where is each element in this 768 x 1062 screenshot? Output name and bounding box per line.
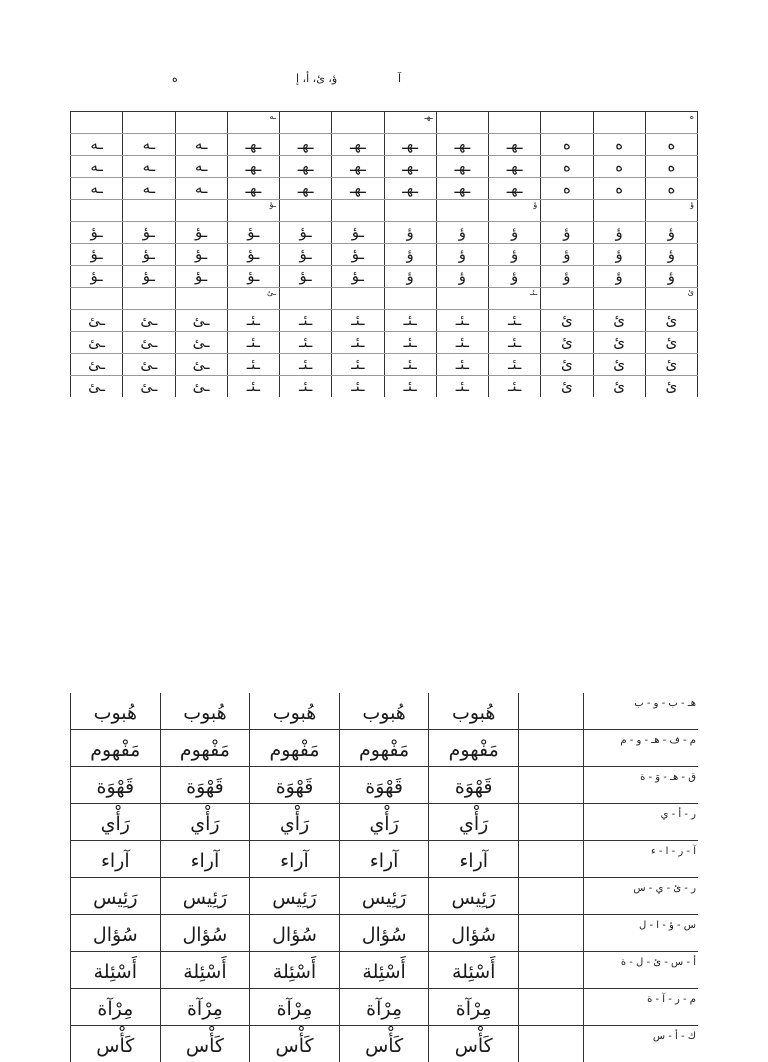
tracing-word: مِرْآة	[71, 989, 161, 1026]
practice-cell	[436, 112, 488, 134]
practice-cell: ـئـ	[489, 332, 541, 354]
blank-cell	[519, 767, 584, 804]
practice-row	[71, 288, 698, 310]
practice-cell: ه	[645, 156, 697, 178]
practice-cell	[541, 200, 593, 222]
word-row	[71, 952, 699, 989]
practice-cell: ئ	[593, 376, 645, 398]
tracing-word: رَئِيس	[339, 878, 429, 915]
blank-cell	[519, 693, 584, 730]
tracing-word: هُبوب	[339, 693, 429, 730]
practice-cell: ئ	[645, 354, 697, 376]
practice-cell: ـهـ	[332, 178, 384, 200]
tracing-word: مَفْهوم	[71, 730, 161, 767]
practice-cell: ه	[541, 156, 593, 178]
tracing-word: قَهْوَة	[250, 767, 340, 804]
practice-cell: ؤ	[436, 222, 488, 244]
practice-row	[71, 354, 698, 376]
tracing-word: أَسْئِلة	[160, 952, 250, 989]
letter-breakdown: آ - ر - ا - ء	[584, 841, 699, 878]
tracing-word: رَئِيس	[429, 878, 519, 915]
practice-cell	[384, 288, 436, 310]
practice-cell: ـه	[123, 156, 175, 178]
practice-cell: ـئـ	[332, 376, 384, 398]
tracing-word: هُبوب	[429, 693, 519, 730]
practice-cell: ـؤ	[280, 266, 332, 288]
practice-cell	[123, 112, 175, 134]
blank-cell	[519, 952, 584, 989]
practice-cell	[71, 112, 123, 134]
practice-cell: ـئـ	[436, 354, 488, 376]
tracing-word: أَسْئِلة	[71, 952, 161, 989]
practice-cell: ئ	[593, 354, 645, 376]
word-row	[71, 989, 699, 1026]
practice-row	[71, 244, 698, 266]
practice-cell: ـئ	[227, 288, 279, 310]
practice-cell: ه	[593, 134, 645, 156]
letter-breakdown: م - ر - آ - ة	[584, 989, 699, 1026]
practice-cell: ؤ	[489, 200, 541, 222]
practice-cell: ؤ	[384, 244, 436, 266]
practice-cell	[436, 200, 488, 222]
tracing-word: مَفْهوم	[339, 730, 429, 767]
practice-cell: ئ	[593, 332, 645, 354]
practice-cell: ؤ	[593, 244, 645, 266]
blank-cell	[519, 730, 584, 767]
practice-cell: ـؤ	[123, 244, 175, 266]
practice-cell: ـئـ	[489, 288, 541, 310]
tracing-word: مِرْآة	[250, 989, 340, 1026]
practice-cell: ؤ	[436, 266, 488, 288]
practice-cell: ـؤ	[227, 244, 279, 266]
practice-cell: ـهـ	[489, 156, 541, 178]
practice-cell: ـؤ	[123, 266, 175, 288]
blank-cell	[519, 878, 584, 915]
practice-cell	[123, 200, 175, 222]
letter-breakdown: ق - هـ - وَ - ة	[584, 767, 699, 804]
tracing-word: قَهْوَة	[339, 767, 429, 804]
tracing-word: آراء	[160, 841, 250, 878]
letter-breakdown: أ - س - ئ - ل - ة	[584, 952, 699, 989]
header-hamza-forms: ؤ، ئ، أ، إ	[296, 72, 337, 85]
practice-cell: ـؤ	[227, 222, 279, 244]
practice-cell: ـؤ	[71, 222, 123, 244]
practice-row	[71, 178, 698, 200]
word-row	[71, 915, 699, 952]
practice-cell: ـهـ	[332, 156, 384, 178]
practice-cell: ه	[593, 156, 645, 178]
practice-cell: ـئـ	[227, 376, 279, 398]
practice-cell: ـؤ	[332, 244, 384, 266]
practice-cell: ـهـ	[384, 178, 436, 200]
tracing-word: هُبوب	[160, 693, 250, 730]
practice-cell: ـئـ	[280, 376, 332, 398]
practice-cell: ئ	[645, 376, 697, 398]
practice-cell	[436, 288, 488, 310]
tracing-word: رَأْي	[160, 804, 250, 841]
practice-cell: ـئـ	[332, 354, 384, 376]
practice-cell: ـهـ	[436, 156, 488, 178]
practice-cell: ـهـ	[436, 178, 488, 200]
tracing-word: كَأْس	[250, 1026, 340, 1062]
practice-cell: ـئ	[123, 354, 175, 376]
tracing-word: سُؤال	[160, 915, 250, 952]
practice-cell: ـؤ	[280, 244, 332, 266]
practice-cell: ـهـ	[384, 134, 436, 156]
practice-row	[71, 200, 698, 222]
letter-practice-grid	[70, 111, 698, 397]
practice-cell: ؤ	[384, 222, 436, 244]
tracing-word: مِرْآة	[339, 989, 429, 1026]
practice-cell: ـئـ	[436, 310, 488, 332]
tracing-word: هُبوب	[71, 693, 161, 730]
practice-row	[71, 156, 698, 178]
practice-cell: ـئـ	[384, 354, 436, 376]
practice-cell	[593, 288, 645, 310]
practice-cell	[332, 112, 384, 134]
practice-cell: ه	[645, 112, 697, 134]
practice-cell: ه	[593, 178, 645, 200]
practice-cell: ـئ	[175, 332, 227, 354]
practice-cell	[593, 112, 645, 134]
practice-cell: ـئـ	[280, 310, 332, 332]
practice-cell: ـئـ	[489, 310, 541, 332]
tracing-word: كَأْس	[71, 1026, 161, 1062]
tracing-word: مِرْآة	[429, 989, 519, 1026]
word-row	[71, 878, 699, 915]
practice-cell	[332, 200, 384, 222]
practice-row	[71, 266, 698, 288]
header-letter-alef: آ	[398, 72, 401, 85]
practice-cell: ـئ	[71, 354, 123, 376]
tracing-word: أَسْئِلة	[339, 952, 429, 989]
practice-cell: ـئـ	[227, 310, 279, 332]
practice-cell	[71, 200, 123, 222]
word-row	[71, 804, 699, 841]
practice-cell: ـئ	[71, 376, 123, 398]
practice-cell: ـهـ	[332, 134, 384, 156]
practice-cell: ه	[541, 178, 593, 200]
practice-cell	[175, 200, 227, 222]
practice-cell: ـئـ	[227, 354, 279, 376]
practice-cell	[593, 200, 645, 222]
word-row	[71, 767, 699, 804]
practice-cell: ـهـ	[227, 156, 279, 178]
practice-cell	[541, 288, 593, 310]
tracing-word: آراء	[429, 841, 519, 878]
word-row	[71, 693, 699, 730]
practice-cell: ه	[645, 178, 697, 200]
letter-breakdown: ك - أ - س	[584, 1026, 699, 1062]
tracing-word: رَأْي	[339, 804, 429, 841]
practice-cell: ـؤ	[71, 266, 123, 288]
tracing-word: رَئِيس	[160, 878, 250, 915]
tracing-word: مَفْهوم	[250, 730, 340, 767]
practice-cell: ـئـ	[332, 310, 384, 332]
practice-cell: ـئ	[71, 310, 123, 332]
tracing-word: سُؤال	[71, 915, 161, 952]
practice-cell	[123, 288, 175, 310]
practice-cell	[280, 112, 332, 134]
practice-cell: ؤ	[541, 222, 593, 244]
practice-cell: ه	[645, 134, 697, 156]
word-tracing-table	[70, 693, 698, 1062]
practice-cell: ؤ	[489, 266, 541, 288]
practice-row	[71, 134, 698, 156]
practice-cell: ؤ	[645, 266, 697, 288]
tracing-word: رَأْي	[71, 804, 161, 841]
practice-cell: ـه	[175, 156, 227, 178]
practice-cell: ـئ	[175, 354, 227, 376]
practice-cell: ـؤ	[123, 222, 175, 244]
practice-cell: ؤ	[384, 266, 436, 288]
practice-cell: ـؤ	[332, 222, 384, 244]
practice-cell: ـهـ	[227, 134, 279, 156]
tracing-word: قَهْوَة	[160, 767, 250, 804]
practice-cell: ـئ	[71, 332, 123, 354]
practice-cell: ـؤ	[332, 266, 384, 288]
practice-cell: ـئـ	[489, 354, 541, 376]
practice-cell: ؤ	[645, 244, 697, 266]
practice-cell: ئ	[541, 354, 593, 376]
practice-cell: ئ	[541, 332, 593, 354]
practice-cell	[71, 288, 123, 310]
practice-cell: ئ	[541, 310, 593, 332]
tracing-word: كَأْس	[160, 1026, 250, 1062]
practice-cell: ـهـ	[489, 178, 541, 200]
practice-cell: ؤ	[593, 266, 645, 288]
tracing-word: سُؤال	[339, 915, 429, 952]
practice-cell: ـؤ	[175, 222, 227, 244]
blank-cell	[519, 989, 584, 1026]
practice-cell: ـه	[175, 178, 227, 200]
practice-row	[71, 332, 698, 354]
practice-cell: ـؤ	[175, 266, 227, 288]
practice-cell: ـؤ	[227, 200, 279, 222]
tracing-word: سُؤال	[429, 915, 519, 952]
practice-row	[71, 376, 698, 398]
practice-cell: ـئ	[175, 310, 227, 332]
practice-cell: ـئـ	[489, 376, 541, 398]
practice-cell: ـئـ	[384, 376, 436, 398]
word-row	[71, 1026, 699, 1062]
practice-cell: ـهـ	[489, 134, 541, 156]
tracing-word: رَئِيس	[71, 878, 161, 915]
practice-cell: ؤ	[541, 266, 593, 288]
practice-cell	[280, 288, 332, 310]
practice-cell: ـه	[123, 178, 175, 200]
tracing-word: أَسْئِلة	[429, 952, 519, 989]
practice-cell: ـؤ	[280, 222, 332, 244]
practice-cell	[175, 112, 227, 134]
practice-cell: ـئ	[123, 310, 175, 332]
letter-breakdown: هـ - ب - و - ب	[584, 693, 699, 730]
tracing-word: آراء	[71, 841, 161, 878]
practice-cell	[332, 288, 384, 310]
practice-cell: ؤ	[645, 222, 697, 244]
practice-cell: ـئـ	[436, 376, 488, 398]
practice-cell: ؤ	[489, 222, 541, 244]
practice-cell: ـئـ	[384, 310, 436, 332]
tracing-word: كَأْس	[339, 1026, 429, 1062]
practice-cell: ؤ	[593, 222, 645, 244]
practice-cell: ئ	[645, 310, 697, 332]
practice-cell: ـهـ	[384, 156, 436, 178]
practice-cell: ـه	[71, 134, 123, 156]
letter-breakdown: م - ف - هـ - و - م	[584, 730, 699, 767]
practice-cell: ـه	[175, 134, 227, 156]
practice-cell: ـهـ	[280, 156, 332, 178]
practice-cell	[489, 112, 541, 134]
practice-cell	[175, 288, 227, 310]
tracing-word: هُبوب	[250, 693, 340, 730]
tracing-word: رَأْي	[250, 804, 340, 841]
tracing-word: سُؤال	[250, 915, 340, 952]
practice-cell: ـئـ	[280, 354, 332, 376]
practice-cell: ؤ	[436, 244, 488, 266]
practice-cell	[384, 200, 436, 222]
practice-cell: ـه	[71, 178, 123, 200]
tracing-word: أَسْئِلة	[250, 952, 340, 989]
practice-cell: ـؤ	[175, 244, 227, 266]
practice-cell: ـؤ	[71, 244, 123, 266]
practice-cell: ـهـ	[436, 134, 488, 156]
tracing-word: قَهْوَة	[429, 767, 519, 804]
tracing-word: مَفْهوم	[429, 730, 519, 767]
practice-row	[71, 310, 698, 332]
practice-cell: ـئـ	[332, 332, 384, 354]
practice-cell: ئ	[645, 288, 697, 310]
practice-cell: ـئ	[123, 376, 175, 398]
practice-cell: ـهـ	[280, 178, 332, 200]
blank-cell	[519, 1026, 584, 1062]
practice-cell: ؤ	[489, 244, 541, 266]
practice-row	[71, 222, 698, 244]
practice-cell: ـهـ	[280, 134, 332, 156]
practice-cell: ئ	[645, 332, 697, 354]
practice-cell: ـه	[123, 134, 175, 156]
blank-cell	[519, 841, 584, 878]
practice-cell: ـئـ	[436, 332, 488, 354]
practice-cell	[541, 112, 593, 134]
practice-cell: ـه	[227, 112, 279, 134]
blank-cell	[519, 804, 584, 841]
practice-cell: ئ	[593, 310, 645, 332]
tracing-word: رَأْي	[429, 804, 519, 841]
practice-cell: ـئ	[175, 376, 227, 398]
tracing-word: آراء	[250, 841, 340, 878]
practice-cell: ه	[541, 134, 593, 156]
word-row	[71, 730, 699, 767]
practice-row	[71, 112, 698, 134]
tracing-word: رَئِيس	[250, 878, 340, 915]
tracing-word: مَفْهوم	[160, 730, 250, 767]
practice-cell: ـهـ	[227, 178, 279, 200]
practice-cell: ؤ	[645, 200, 697, 222]
practice-cell	[280, 200, 332, 222]
tracing-word: مِرْآة	[160, 989, 250, 1026]
tracing-word: كَأْس	[429, 1026, 519, 1062]
practice-cell: ؤ	[541, 244, 593, 266]
practice-cell: ـئـ	[227, 332, 279, 354]
tracing-word: قَهْوَة	[71, 767, 161, 804]
letter-breakdown: ر - أ - ي	[584, 804, 699, 841]
blank-cell	[519, 915, 584, 952]
practice-cell: ـؤ	[227, 266, 279, 288]
practice-cell: ـئـ	[384, 332, 436, 354]
tracing-word: آراء	[339, 841, 429, 878]
letter-breakdown: ر - ئ - ي - س	[584, 878, 699, 915]
practice-cell: ـئ	[123, 332, 175, 354]
practice-cell: ـئـ	[280, 332, 332, 354]
practice-cell: ـهـ	[384, 112, 436, 134]
practice-cell: ئ	[541, 376, 593, 398]
practice-cell: ـه	[71, 156, 123, 178]
word-row	[71, 841, 699, 878]
letter-breakdown: س - ؤ - ا - ل	[584, 915, 699, 952]
header-letter-ha: ه	[172, 72, 178, 85]
